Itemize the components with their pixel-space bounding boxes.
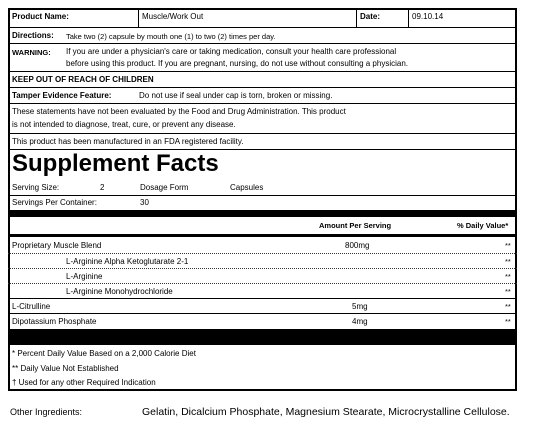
nutrient-dv: **: [505, 272, 511, 281]
other-ingredients-text: Gelatin, Dicalcium Phosphate, Magnesium Stearate, Microcrystalline Cellulose.: [142, 406, 510, 418]
facts-title: Supplement Facts: [12, 150, 219, 177]
facility-statement: This product has been manufactured in an FDA registered facility.: [12, 137, 244, 146]
fda-statement-line-2: is not intended to diagnose, treat, cure, or prevent any disease.: [12, 120, 236, 129]
serving-size-label: Serving Size:: [12, 183, 60, 192]
nutrient-dv: **: [505, 317, 511, 326]
footnote: † Used for any other Required Indication: [12, 378, 156, 387]
divider: [8, 27, 517, 28]
nutrient-amount: 800mg: [345, 241, 370, 250]
thick-bar: [8, 210, 517, 217]
product-name-label: Product Name:: [12, 12, 69, 21]
divider: [408, 8, 409, 27]
nutrient-name: L-Arginine: [66, 272, 103, 281]
nutrient-amount: 5mg: [352, 302, 368, 311]
thick-bar: [8, 329, 517, 345]
serving-size-value: 2: [100, 183, 105, 192]
row-divider: [8, 268, 517, 269]
divider: [8, 195, 517, 196]
servings-per-container-value: 30: [140, 198, 149, 207]
divider: [8, 133, 517, 134]
amount-per-serving-header: Amount Per Serving: [319, 221, 392, 230]
divider: [8, 87, 517, 88]
header-bar: [8, 234, 517, 237]
divider: [138, 8, 139, 27]
nutrient-name: Proprietary Muscle Blend: [12, 241, 102, 250]
directions-text: Take two (2) capsule by mouth one (1) to two (2) times per day.: [66, 32, 276, 41]
nutrient-name: Dipotassium Phosphate: [12, 317, 97, 326]
row-divider: [8, 298, 517, 299]
warning-line-2: before using this product. If you are pregnant, nursing, do not use without consulting a physician.: [66, 59, 408, 68]
nutrient-name: L-Citrulline: [12, 302, 51, 311]
other-ingredients-label: Other Ingredients:: [10, 407, 83, 417]
dosage-form-value: Capsules: [230, 183, 264, 192]
nutrient-name: L-Arginine Monohydrochloride: [66, 287, 173, 296]
fda-statement-line-1: These statements have not been evaluated by the Food and Drug Administration. This product: [12, 107, 346, 116]
tamper-text: Do not use if seal under cap is torn, broken or missing.: [139, 91, 333, 100]
keep-out-warning: KEEP OUT OF REACH OF CHILDREN: [12, 75, 154, 84]
dosage-form-label: Dosage Form: [140, 183, 189, 192]
row-divider: [8, 253, 517, 254]
divider: [356, 8, 357, 27]
directions-label: Directions:: [12, 31, 54, 40]
product-name-value: Muscle/Work Out: [142, 12, 204, 21]
nutrient-dv: **: [505, 241, 511, 250]
date-value: 09.10.14: [412, 12, 444, 21]
tamper-label: Tamper Evidence Feature:: [12, 91, 112, 100]
nutrient-dv: **: [505, 287, 511, 296]
footnote: ** Daily Value Not Established: [12, 364, 119, 373]
warning-line-1: If you are under a physician's care or taking medication, consult your health care professional: [66, 47, 397, 56]
date-label: Date:: [360, 12, 381, 21]
divider: [8, 71, 517, 72]
daily-value-header: % Daily Value*: [457, 221, 509, 230]
servings-per-container-label: Servings Per Container:: [12, 198, 97, 207]
warning-label: WARNING:: [12, 48, 51, 57]
divider: [8, 43, 517, 44]
nutrient-dv: **: [505, 257, 511, 266]
nutrient-name: L-Arginine Alpha Ketoglutarate 2-1: [66, 257, 189, 266]
divider: [8, 103, 517, 104]
nutrient-dv: **: [505, 302, 511, 311]
row-divider: [8, 283, 517, 284]
nutrient-amount: 4mg: [352, 317, 368, 326]
footnote: * Percent Daily Value Based on a 2,000 Calorie Diet: [12, 349, 196, 358]
row-divider: [8, 313, 517, 314]
